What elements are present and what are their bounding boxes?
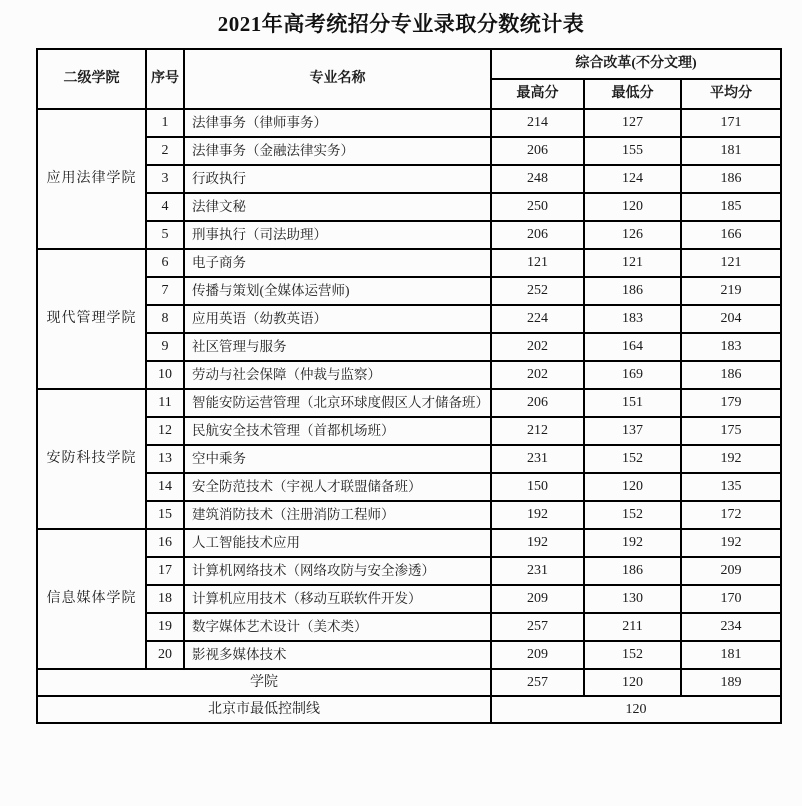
avg-score-cell: 183: [681, 333, 781, 361]
control-line-row: [37, 696, 781, 723]
table-row: [37, 613, 781, 641]
min-score-cell: 211: [584, 613, 681, 641]
max-score-cell: 231: [491, 445, 584, 473]
min-score-cell: 120: [584, 193, 681, 221]
max-score-cell: 250: [491, 193, 584, 221]
min-score-cell: 164: [584, 333, 681, 361]
avg-score-cell: 175: [681, 417, 781, 445]
min-score-cell: 152: [584, 445, 681, 473]
major-cell: 空中乘务: [184, 445, 491, 473]
major-cell: 法律文秘: [184, 193, 491, 221]
page-title: 2021年高考统招分专业录取分数统计表: [217, 12, 585, 36]
min-score-cell: 151: [584, 389, 681, 417]
serial-cell: 7: [146, 277, 184, 305]
min-score-cell: 120: [584, 473, 681, 501]
table-row: [37, 445, 781, 473]
header-major: 专业名称: [184, 49, 491, 109]
avg-score-cell: 121: [681, 249, 781, 277]
avg-score-cell: 135: [681, 473, 781, 501]
min-score-cell: 152: [584, 641, 681, 669]
serial-cell: 19: [146, 613, 184, 641]
table-row: [37, 137, 781, 165]
table-row: [37, 165, 781, 193]
avg-score-cell: 172: [681, 501, 781, 529]
table-row: [37, 501, 781, 529]
avg-score-cell: 171: [681, 109, 781, 137]
header-row-1: [37, 49, 781, 79]
summary-min-score: 120: [584, 669, 681, 696]
major-cell: 智能安防运营管理（北京环球度假区人才储备班）: [184, 389, 491, 417]
min-score-cell: 169: [584, 361, 681, 389]
max-score-cell: 202: [491, 333, 584, 361]
max-score-cell: 192: [491, 529, 584, 557]
major-cell: 应用英语（幼教英语）: [184, 305, 491, 333]
min-score-cell: 137: [584, 417, 681, 445]
min-score-cell: 183: [584, 305, 681, 333]
serial-cell: 5: [146, 221, 184, 249]
table-row: [37, 473, 781, 501]
table-row: [37, 641, 781, 669]
min-score-cell: 186: [584, 277, 681, 305]
table-row: [37, 249, 781, 277]
college-cell: 应用法律学院: [37, 109, 146, 249]
avg-score-cell: 185: [681, 193, 781, 221]
max-score-cell: 257: [491, 613, 584, 641]
table-body: [37, 109, 781, 669]
serial-cell: 15: [146, 501, 184, 529]
header-serial: 序号: [146, 49, 184, 109]
serial-cell: 4: [146, 193, 184, 221]
max-score-cell: 248: [491, 165, 584, 193]
avg-score-cell: 234: [681, 613, 781, 641]
table-row: [37, 109, 781, 137]
summary-row: [37, 669, 781, 696]
avg-score-cell: 192: [681, 529, 781, 557]
max-score-cell: 224: [491, 305, 584, 333]
table-row: [37, 305, 781, 333]
table-row: [37, 361, 781, 389]
major-cell: 人工智能技术应用: [184, 529, 491, 557]
major-cell: 计算机网络技术（网络攻防与安全渗透）: [184, 557, 491, 585]
major-cell: 法律事务（金融法律实务）: [184, 137, 491, 165]
max-score-cell: 209: [491, 585, 584, 613]
control-line-value: 120: [491, 696, 781, 723]
avg-score-cell: 192: [681, 445, 781, 473]
header-group-comprehensive-reform: 综合改革(不分文理): [491, 49, 781, 79]
serial-cell: 18: [146, 585, 184, 613]
max-score-cell: 212: [491, 417, 584, 445]
control-line-label: 北京市最低控制线: [37, 696, 491, 723]
header-max-score: 最高分: [491, 79, 584, 109]
avg-score-cell: 219: [681, 277, 781, 305]
avg-score-cell: 204: [681, 305, 781, 333]
major-cell: 传播与策划(全媒体运营师): [184, 277, 491, 305]
table-row: [37, 277, 781, 305]
table-row: [37, 221, 781, 249]
major-cell: 影视多媒体技术: [184, 641, 491, 669]
min-score-cell: 130: [584, 585, 681, 613]
table-row: [37, 333, 781, 361]
admission-scores-table: [36, 48, 782, 724]
major-cell: 民航安全技术管理（首都机场班）: [184, 417, 491, 445]
min-score-cell: 126: [584, 221, 681, 249]
serial-cell: 12: [146, 417, 184, 445]
min-score-cell: 155: [584, 137, 681, 165]
table-footer: [37, 669, 781, 723]
max-score-cell: 231: [491, 557, 584, 585]
major-cell: 刑事执行（司法助理）: [184, 221, 491, 249]
header-college: 二级学院: [37, 49, 146, 109]
avg-score-cell: 181: [681, 641, 781, 669]
summary-avg-score: 189: [681, 669, 781, 696]
major-cell: 电子商务: [184, 249, 491, 277]
table-row: [37, 417, 781, 445]
major-cell: 数字媒体艺术设计（美术类）: [184, 613, 491, 641]
avg-score-cell: 209: [681, 557, 781, 585]
serial-cell: 17: [146, 557, 184, 585]
max-score-cell: 202: [491, 361, 584, 389]
table-row: [37, 585, 781, 613]
summary-label: 学院: [37, 669, 491, 696]
college-cell: 信息媒体学院: [37, 529, 146, 669]
avg-score-cell: 181: [681, 137, 781, 165]
avg-score-cell: 179: [681, 389, 781, 417]
table-row: [37, 529, 781, 557]
min-score-cell: 152: [584, 501, 681, 529]
max-score-cell: 206: [491, 221, 584, 249]
serial-cell: 10: [146, 361, 184, 389]
major-cell: 社区管理与服务: [184, 333, 491, 361]
table-row: [37, 557, 781, 585]
avg-score-cell: 170: [681, 585, 781, 613]
max-score-cell: 252: [491, 277, 584, 305]
major-cell: 劳动与社会保障（仲裁与监察）: [184, 361, 491, 389]
avg-score-cell: 186: [681, 361, 781, 389]
table-row: [37, 193, 781, 221]
major-cell: 建筑消防技术（注册消防工程师）: [184, 501, 491, 529]
max-score-cell: 206: [491, 389, 584, 417]
major-cell: 行政执行: [184, 165, 491, 193]
avg-score-cell: 186: [681, 165, 781, 193]
serial-cell: 16: [146, 529, 184, 557]
major-cell: 安全防范技术（宇视人才联盟储备班）: [184, 473, 491, 501]
max-score-cell: 209: [491, 641, 584, 669]
serial-cell: 3: [146, 165, 184, 193]
serial-cell: 9: [146, 333, 184, 361]
college-cell: 现代管理学院: [37, 249, 146, 389]
major-cell: 法律事务（律师事务）: [184, 109, 491, 137]
min-score-cell: 186: [584, 557, 681, 585]
table-row: [37, 389, 781, 417]
max-score-cell: 192: [491, 501, 584, 529]
serial-cell: 8: [146, 305, 184, 333]
header-avg-score: 平均分: [681, 79, 781, 109]
max-score-cell: 121: [491, 249, 584, 277]
serial-cell: 1: [146, 109, 184, 137]
max-score-cell: 206: [491, 137, 584, 165]
serial-cell: 14: [146, 473, 184, 501]
avg-score-cell: 166: [681, 221, 781, 249]
min-score-cell: 192: [584, 529, 681, 557]
serial-cell: 2: [146, 137, 184, 165]
min-score-cell: 121: [584, 249, 681, 277]
serial-cell: 6: [146, 249, 184, 277]
major-cell: 计算机应用技术（移动互联软件开发）: [184, 585, 491, 613]
min-score-cell: 127: [584, 109, 681, 137]
max-score-cell: 150: [491, 473, 584, 501]
max-score-cell: 214: [491, 109, 584, 137]
min-score-cell: 124: [584, 165, 681, 193]
table-header: [37, 49, 781, 109]
summary-max-score: 257: [491, 669, 584, 696]
serial-cell: 13: [146, 445, 184, 473]
serial-cell: 20: [146, 641, 184, 669]
college-cell: 安防科技学院: [37, 389, 146, 529]
header-min-score: 最低分: [584, 79, 681, 109]
serial-cell: 11: [146, 389, 184, 417]
